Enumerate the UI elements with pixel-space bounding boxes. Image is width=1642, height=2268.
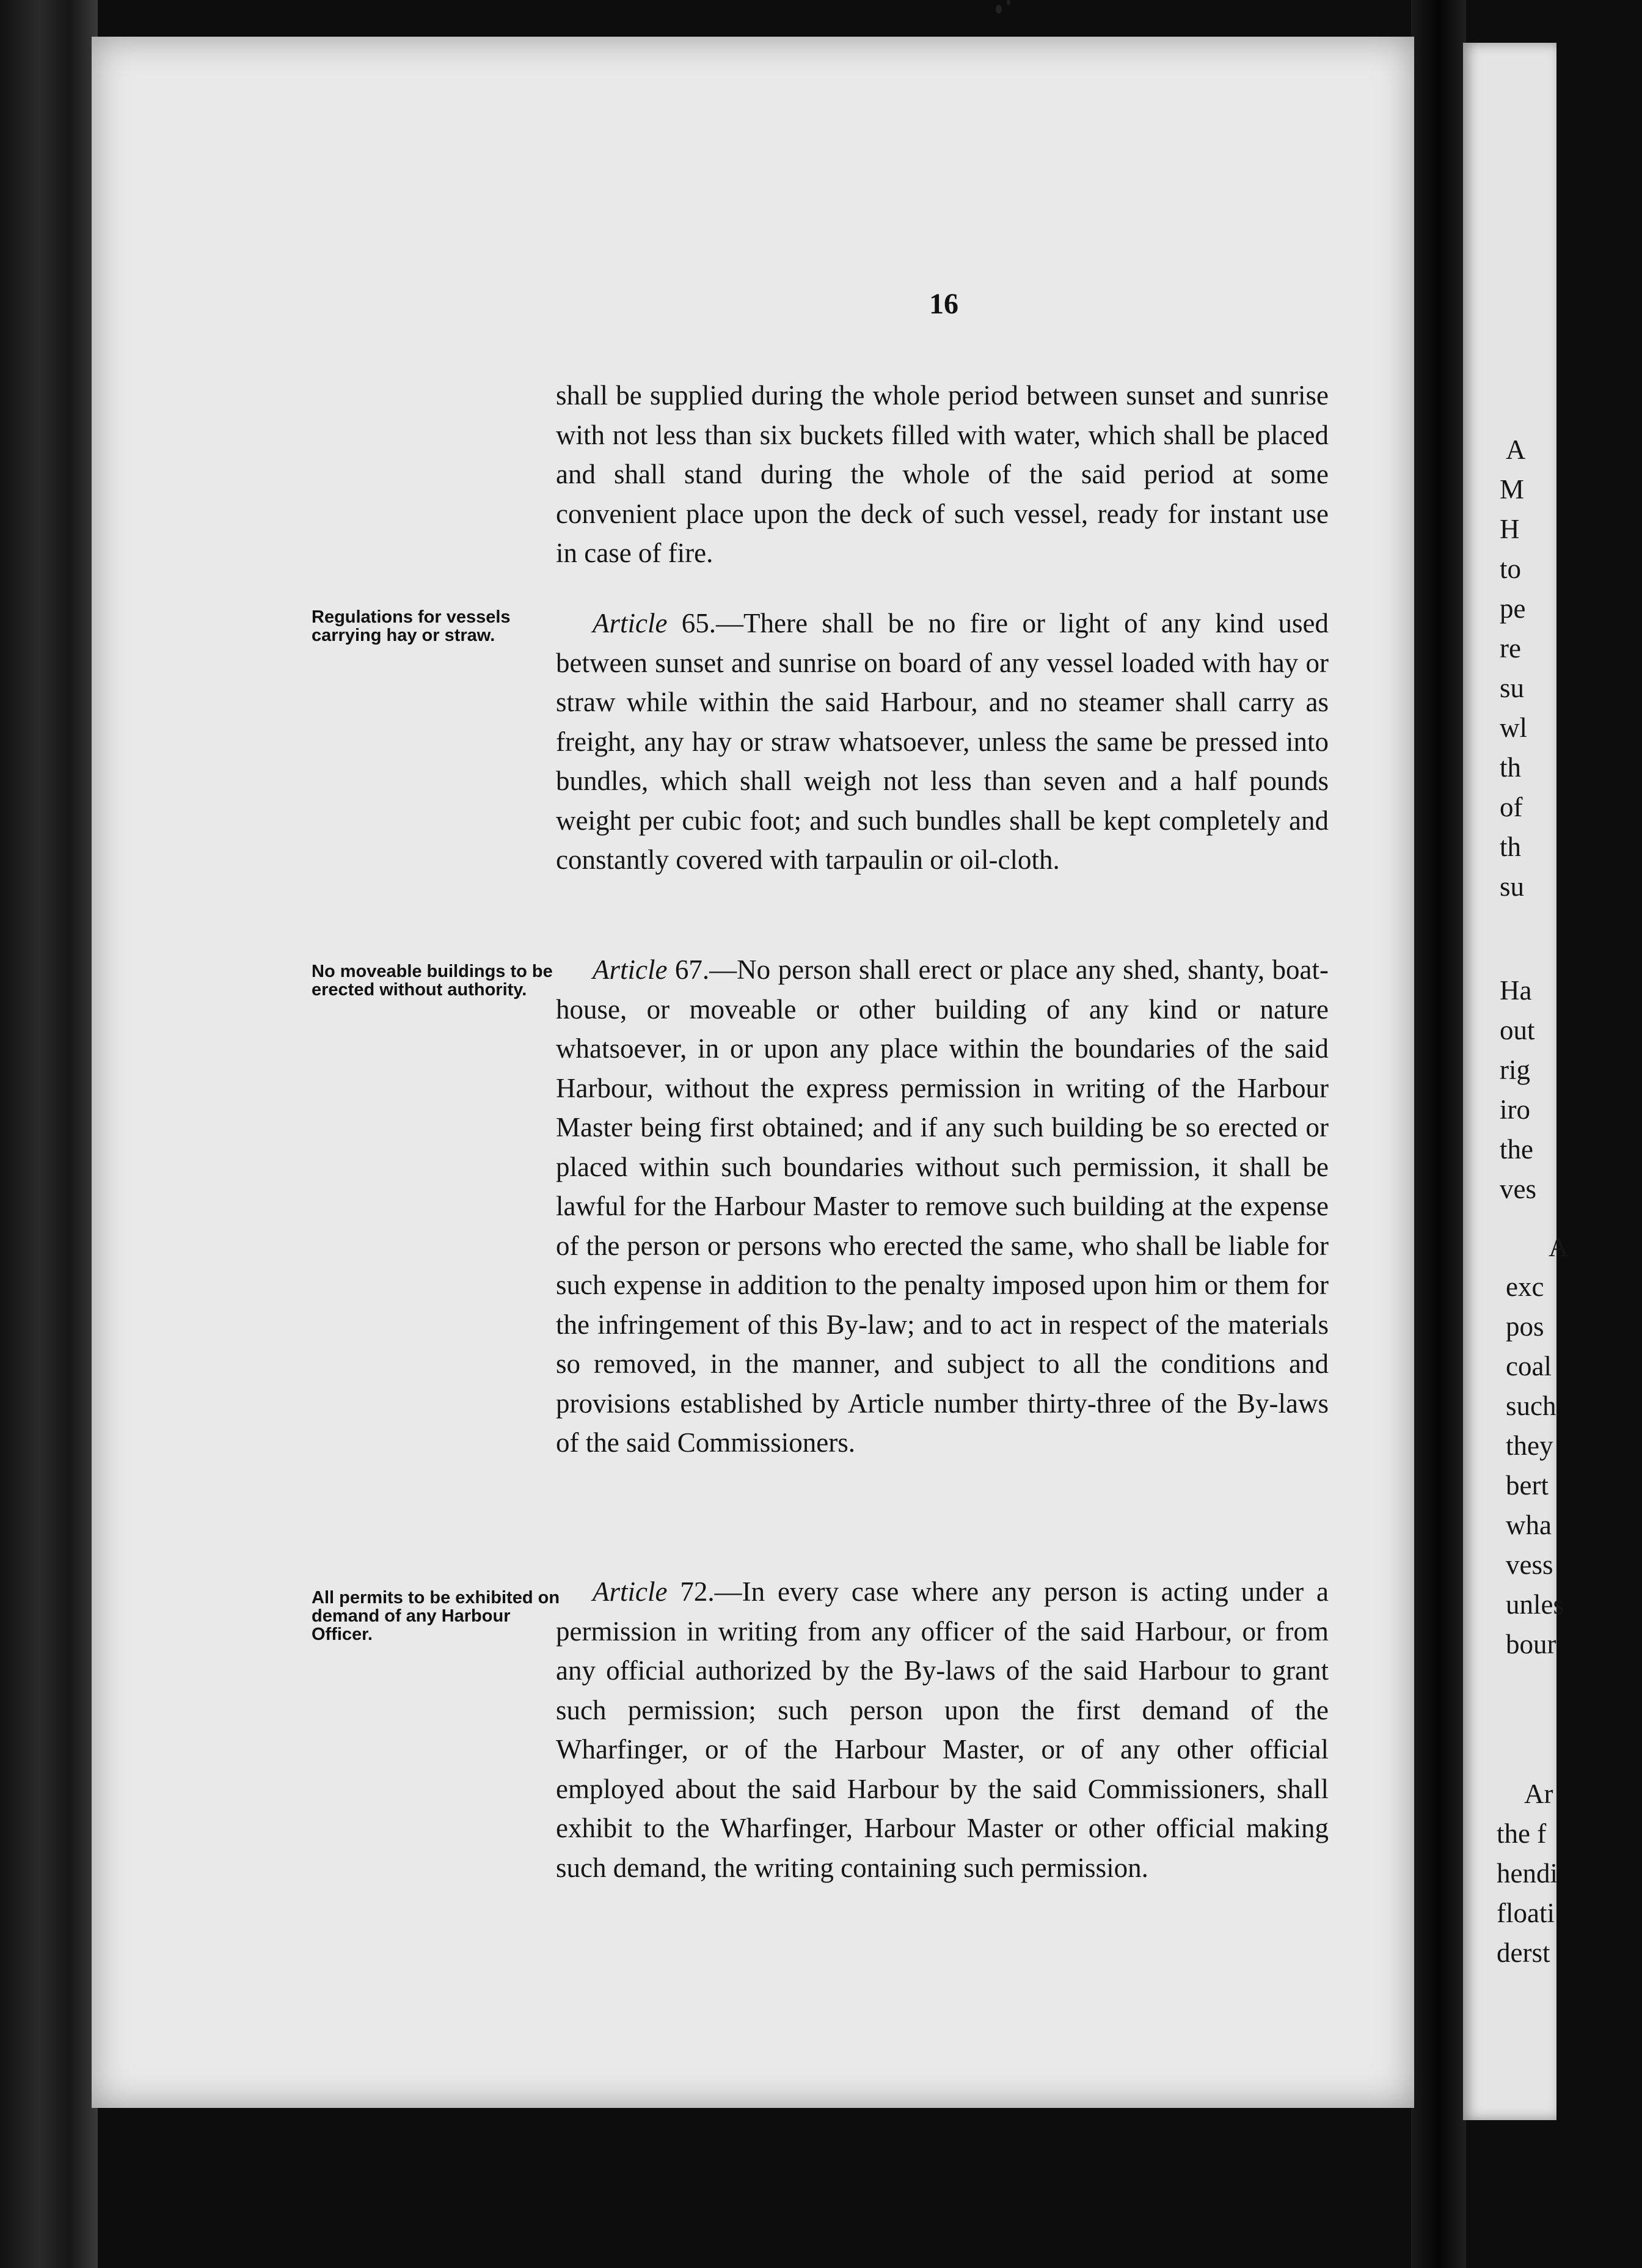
scan-speck (1007, 0, 1010, 5)
facing-fragment: coal (1506, 1351, 1552, 1381)
article-65 (556, 604, 1329, 880)
paragraph-text: shall be supplied during the whole period between sunset and sunrise with not less than six buckets filled with water, which shall be placed and shall stand during the whole of the said period at some convenient place upon the deck of such vessel, ready for instant use in case of fire. (556, 380, 1329, 568)
margin-note-moveable-buildings: No moveable buildings to be erected without authority. (312, 962, 553, 1000)
facing-fragment: the (1500, 1134, 1533, 1165)
facing-fragment: derst (1497, 1937, 1550, 1968)
facing-fragment: unles (1506, 1589, 1564, 1620)
facing-fragment: the f (1497, 1818, 1547, 1849)
facing-fragment: rig (1500, 1055, 1530, 1085)
facing-fragment: they (1506, 1430, 1553, 1461)
margin-note-permits: All permits to be exhibited on demand of any Harbour Officer. (312, 1588, 560, 1644)
facing-fragment: M (1500, 474, 1525, 505)
scanner-frame-left (0, 0, 98, 2268)
facing-fragment: to (1500, 554, 1522, 584)
facing-fragment: re (1500, 633, 1521, 664)
facing-fragment: out (1500, 1015, 1535, 1045)
facing-fragment: th (1500, 832, 1522, 862)
article-label: Article (593, 1576, 668, 1607)
facing-fragment: floati (1497, 1898, 1555, 1928)
facing-fragment: wl (1500, 712, 1527, 743)
facing-fragment: ves (1500, 1174, 1536, 1204)
facing-fragment: bour (1506, 1629, 1556, 1659)
book-spine (1411, 0, 1466, 2268)
facing-fragment: Ha (1500, 975, 1532, 1006)
facing-fragment: such (1506, 1391, 1556, 1421)
facing-fragment: exc (1506, 1271, 1544, 1302)
facing-fragment: A (1506, 434, 1526, 465)
facing-fragment: pe (1500, 593, 1526, 624)
scan-speck (996, 5, 1002, 13)
facing-fragment: pos (1506, 1311, 1544, 1342)
facing-fragment: su (1500, 673, 1525, 703)
article-label: Article (593, 954, 668, 985)
facing-fragment: of (1500, 792, 1523, 822)
article-text: 72.—In every case where any person is acting under a permission in writing from any officer of the said Harbour, or from any official authorized by the By-laws of the said Harbour to grant such permission; such person upon the first demand of the Wharfinger, or of the Harbour Master, or of any other official employed about the said Harbour by the said Commissioners, shall exhibit to the Wharfinger, Harbour Master or other official making such demand, the writing containing such permission. (556, 1576, 1329, 1883)
facing-fragment: iro (1500, 1094, 1530, 1125)
facing-fragment: bert (1506, 1470, 1549, 1501)
facing-fragment: H (1500, 514, 1520, 544)
facing-fragment: th (1500, 752, 1522, 783)
facing-fragment: su (1500, 871, 1525, 902)
paragraph-continuation (556, 376, 1329, 573)
article-67 (556, 950, 1329, 1463)
facing-fragment: Ar (1524, 1779, 1553, 1809)
article-text: 67.—No person shall erect or place any shed, shanty, boat-house, or moveable or other building of any kind or nature whatsoever, in or upon any place within the boundaries of the said Harbour, without the express permission in writing of the Harbour Master being first obtained; and if any such building be so erected or placed within such boundaries without such permission, it shall be lawful for the Harbour Master to remove such building at the expense of the person or persons who erected the same, who shall be liable for such expense in addition to the penalty imposed upon him or them for the infringement of this By-law; and to act in respect of the materials so removed, in the manner, and subject to all the conditions and provisions established by Article number thirty-three of the By-laws of the said Commissioners. (556, 954, 1329, 1458)
margin-note-hay-straw: Regulations for vessels carrying hay or straw. (312, 607, 511, 645)
page-number: 16 (929, 288, 958, 320)
facing-fragment: hendi (1497, 1858, 1558, 1889)
facing-fragment: vess (1506, 1549, 1553, 1580)
article-label: Article (593, 608, 668, 638)
article-72 (556, 1572, 1329, 1887)
facing-fragment: A (1549, 1232, 1569, 1262)
article-text: 65.—There shall be no fire or light of any kind used between sunset and sunrise on board of any vessel loaded with hay or straw while within the said Harbour, and no steamer shall carry as freight, any hay or straw whatsoever, unless the same be pressed into bundles, which shall weigh not less than seven and a half pounds weight per cubic foot; and such bundles shall be kept completely and constantly covered with tarpaulin or oil-cloth. (556, 608, 1329, 875)
facing-page (1463, 43, 1569, 2120)
facing-fragment: wha (1506, 1510, 1552, 1540)
